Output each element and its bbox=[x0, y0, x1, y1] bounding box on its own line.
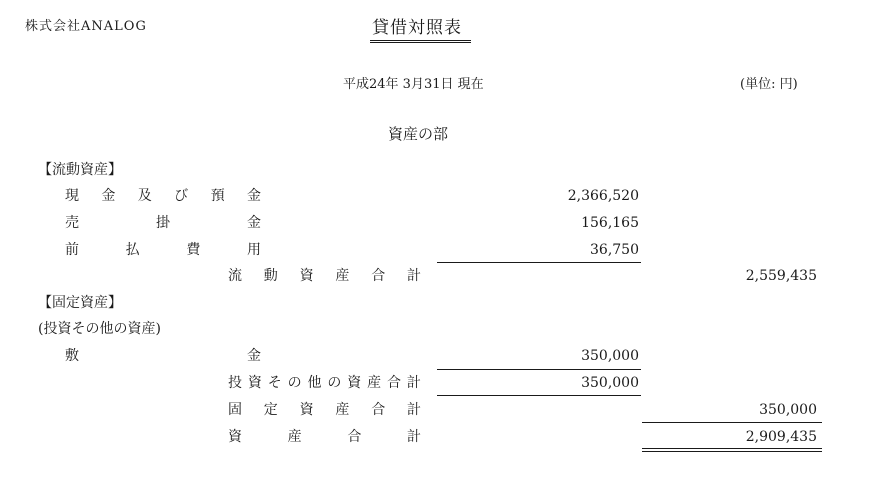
subtotal-rule bbox=[437, 369, 641, 370]
category-fixed-assets: 【固定資産】 bbox=[38, 295, 122, 311]
subtotal-label: 投 資 そ の 他 の 資 産 合 計 bbox=[228, 375, 421, 391]
line-item-value: 350,000 bbox=[581, 348, 639, 364]
section-title: 資産の部 bbox=[388, 125, 449, 143]
line-item-label: 敷 金 bbox=[65, 348, 261, 364]
grand-total-label: 資 産 合 計 bbox=[228, 429, 421, 445]
subcategory-investments: (投資その他の資産) bbox=[38, 321, 161, 337]
company-name: 株式会社ANALOG bbox=[25, 19, 147, 34]
total-value: 350,000 bbox=[759, 402, 817, 418]
line-item-label: 現 金 及 び 預 金 bbox=[65, 188, 261, 204]
subtotal-value: 2,559,435 bbox=[745, 268, 817, 284]
line-item-value: 156,165 bbox=[581, 215, 639, 231]
line-item-value: 36,750 bbox=[590, 242, 639, 258]
subtotal-value: 350,000 bbox=[581, 375, 639, 391]
line-item-value: 2,366,520 bbox=[567, 188, 639, 204]
category-current-assets: 【流動資産】 bbox=[38, 162, 122, 178]
total-rule bbox=[642, 422, 822, 423]
grand-total-double-rule-2 bbox=[642, 451, 822, 452]
grand-total-value: 2,909,435 bbox=[745, 429, 817, 445]
total-label: 固 定 資 産 合 計 bbox=[228, 402, 421, 418]
line-item-label: 前 払 費 用 bbox=[65, 242, 261, 258]
document-title: 貸借対照表 bbox=[372, 18, 462, 38]
unit-label: (単位: 円) bbox=[740, 77, 798, 92]
grand-total-double-rule bbox=[642, 448, 822, 449]
title-underline-2 bbox=[370, 42, 471, 43]
report-date: 平成24年 3月31日 現在 bbox=[343, 77, 484, 92]
subtotal-label: 流 動 資 産 合 計 bbox=[228, 268, 421, 284]
subtotal-rule bbox=[437, 395, 641, 396]
subtotal-rule bbox=[437, 262, 641, 263]
line-item-label: 売 掛 金 bbox=[65, 215, 261, 231]
title-underline bbox=[370, 40, 471, 41]
